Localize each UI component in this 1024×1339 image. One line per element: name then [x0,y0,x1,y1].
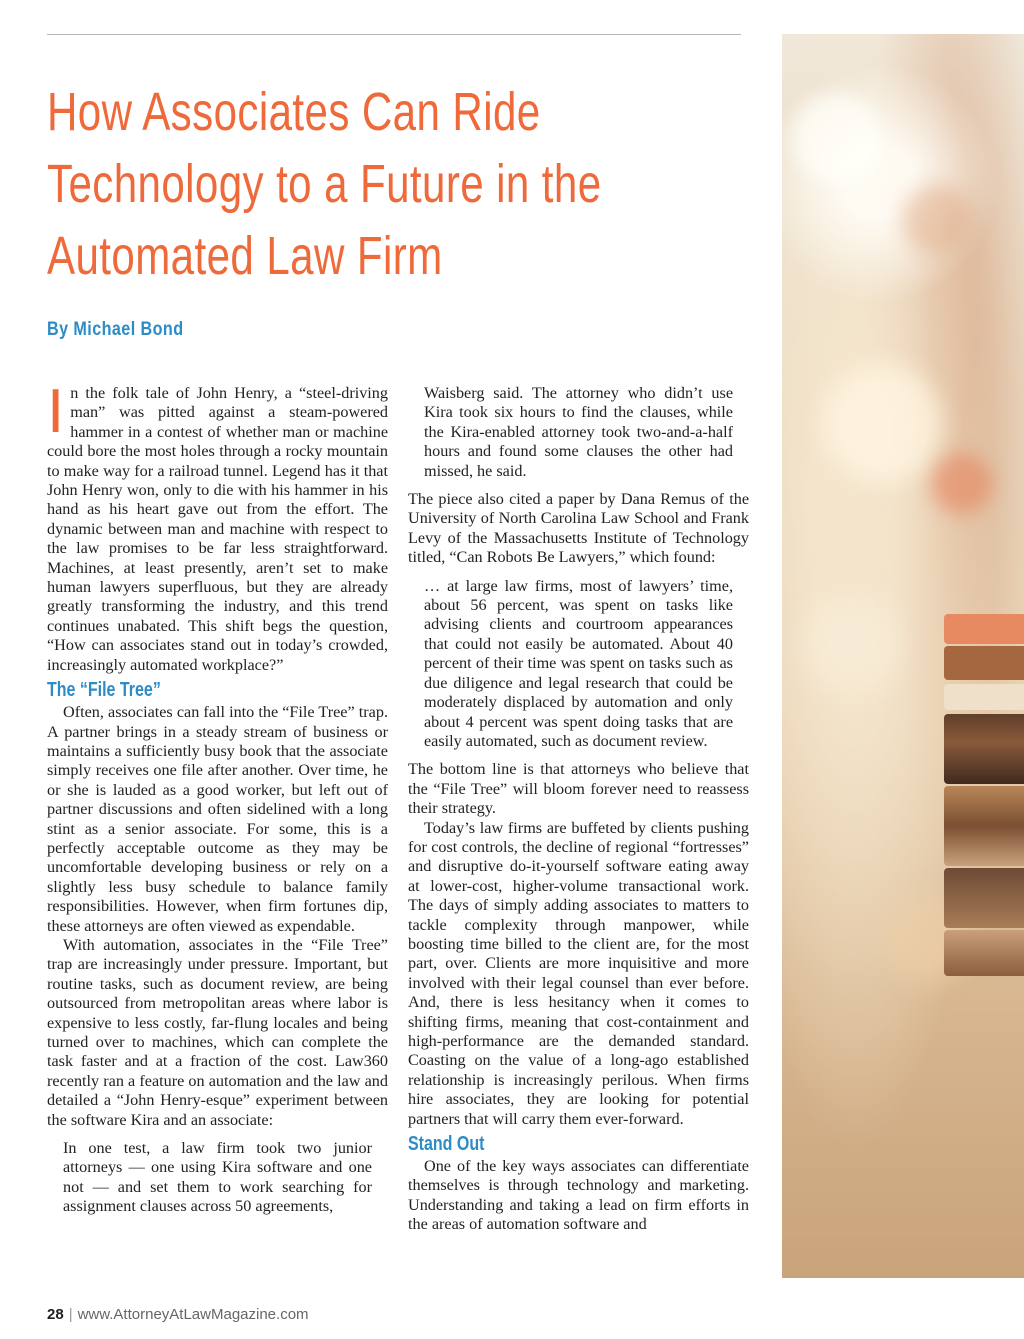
title-line-3: Automated Law Firm [47,226,443,286]
paragraph: One of the key ways associates can differentiate themselves is through technology and marketing. Understanding and taking a lead on firm efforts in the areas of automation software and [408,1157,749,1234]
title-line-1: How Associates Can Ride [47,82,541,142]
paragraph: Today’s law firms are buffeted by clients pushing for cost controls, the decline of regional “fortresses” and disruptive do-it-yourself software eating away at lower-cost, higher-volume transactional work. The days of simply adding associates to matters to tackle complexity through manpower, while boosting time billed to the client are, for the most part, over. Clients are more inquisitive and more involved with their legal counsel than ever before. And, there is less hesitancy when it comes to shifting firms, meaning that cost-containment and high-performance are the demanded standard. Coasting on the value of a long-ago established relationship is increasingly perilous. When firms hire associates, they are looking for potential partners that will carry them ever-forward. [408,818,749,1128]
paragraph: The bottom line is that attorneys who believe that the “File Tree” will bloom forever need to reassess their strategy. [408,760,749,818]
intro-paragraph [47,377,388,675]
subhead-file-tree: The “File Tree” [47,679,161,702]
top-rule [47,34,741,35]
article-photo [782,34,1024,1278]
title-line-2: Technology to a Future in the [47,154,602,214]
block-quote: In one test, a law firm took two junior attorneys — one using Kira software and one not — and set them to work searching for assignment clauses across 50 agreements, [63,1139,372,1216]
byline: By Michael Bond [47,319,184,340]
website-link[interactable]: www.AttorneyAtLawMagazine.com [77,1306,309,1323]
subhead-stand-out: Stand Out [408,1133,485,1156]
right-column [408,384,749,1235]
page-number: 28 [47,1306,64,1323]
block-quote-continued: Waisberg said. The attorney who didn’t use Kira took six hours to find the clauses, while the Kira-enabled attorney took two-and-a-half hours and found some clauses the other had missed, he said. [424,384,733,480]
block-quote: … at large law firms, most of lawyers’ time, about 56 percent, was spent on tasks like advising clients and courtroom appearances that could not easily be automated. About 40 percent of their time was spent on tasks such as due diligence and legal research that could be moderately displaced by automation and only about 4 percent was spent doing tasks that are easily automated, such as document review. [424,576,733,750]
article-title [47,76,602,292]
page-footer [47,1306,309,1323]
intro-text: n the folk tale of John Henry, a “steel-driving man” was pitted against a steam-powered hammer in a contest of whether man or machine could bore the most holes through a rocky mountain to make way for a railroad tunnel. Legend has it that John Henry won, only to die with his hammer in his hand as his heart gave out from the effort. The dynamic between man and machine with respect to the law promises to be far less straightforward. Machines, at least presently, aren’t set to make human lawyers superfluous, but they are already greatly transforming the industry, and this trend continues unabated. This shift begs the question, “How can associates stand out in today’s crowded, increasingly automated workplace?” [47,384,388,674]
drop-cap: I [47,377,65,446]
paragraph: With automation, associates in the “File Tree” trap are increasingly under pressure. Important, but routine tasks, such as document review, are being outsourced from metropolitan areas where labor is expensive to less costly, far-flung locales and being turned over to machines, which can complete the task faster and at a fraction of the cost. Law360 recently ran a feature on automation and the law and detailed a “John Henry-esque” experiment between the software Kira and an associate: [47,935,388,1129]
paragraph: The piece also cited a paper by Dana Remus of the University of North Carolina Law School and Frank Levy of the Massachusetts Institute of Technology titled, “Can Robots Be Lawyers,” which found: [408,490,749,567]
paragraph: Often, associates can fall into the “File Tree” trap. A partner brings in a steady stream of business or maintains a sufficiently busy book that the associate simply receives one file after another. Over time, he or she is lauded as a good worker, but left out of partner discussions and often sidelined with a long stint as a senior associate. For some, this is a perfectly acceptable outcome as they may be uncomfortable developing business or rely on a slightly less busy schedule to balance family responsibilities. However, when firm fortunes dip, these attorneys are often viewed as expendable. [47,703,388,935]
footer-separator: | [68,1306,73,1323]
left-column [47,377,388,1217]
